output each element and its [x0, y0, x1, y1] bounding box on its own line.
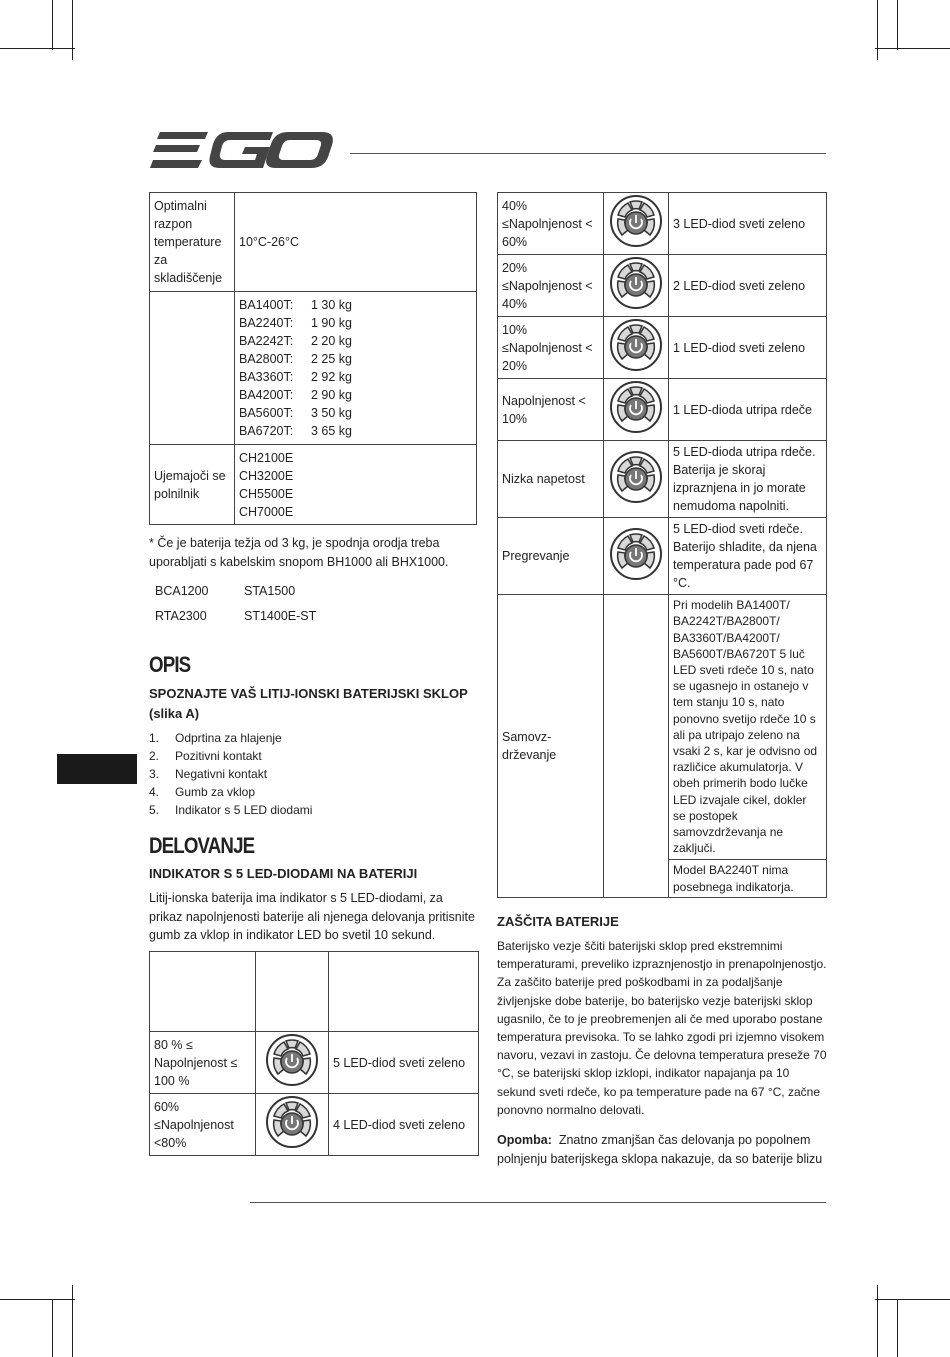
power-button-icon: [604, 193, 669, 255]
maintenance-note: Model BA2240T nima posebnega indikatorja.: [669, 859, 826, 894]
spec-label: [150, 292, 235, 445]
power-button-icon: [256, 1094, 329, 1156]
battery-weight: 3 65 kg: [311, 424, 353, 438]
power-button-icon: [604, 441, 669, 518]
list-item: [149, 801, 312, 819]
power-button-icon: [604, 518, 669, 595]
list-item: [149, 729, 312, 747]
item-text: Negativni kontakt: [175, 767, 268, 781]
item-number: 5.: [149, 803, 160, 817]
crop-mark: [877, 0, 878, 60]
spec-label: Optimalni razpon temperature za skladiščenje: [150, 193, 235, 292]
item-text: Gumb za vklop: [175, 785, 256, 799]
table-row: [150, 952, 479, 1032]
power-button-icon: [604, 255, 669, 317]
parts-list: [149, 729, 312, 819]
chargers-list: [235, 445, 477, 525]
led-description: [669, 595, 827, 898]
table-row: [150, 1032, 479, 1094]
led-table: [149, 951, 479, 1156]
crop-mark: [0, 48, 75, 49]
charge-state: 60% ≤Napolnjenost <80%: [150, 1094, 256, 1156]
led-description: 5 LED-diod sveti zeleno: [329, 1032, 479, 1094]
ego-logo-icon: [150, 130, 335, 172]
crop-mark: [875, 1299, 950, 1300]
charge-state: 10% ≤Napolnjenost < 20%: [498, 317, 604, 379]
item-text: Pozitivni kontakt: [175, 749, 262, 763]
spec-value: 10°C-26°C: [235, 193, 477, 292]
delovanje-text: Litij-ionska baterija ima indikator s 5 LED-diodami, za prikaz napolnjenosti baterije ali njenega delovanja pritisnite gumb za vklop in indikator LED bo svetil 10 sekund.: [149, 891, 475, 942]
led-description: 5 LED-dioda utripa rdeče. Baterija je skoraj izpraznjena in jo morate nemudoma napolniti.: [669, 441, 827, 518]
led-table: [497, 192, 827, 898]
charger-model: CH2100E: [239, 450, 294, 465]
table-row: [498, 441, 827, 518]
led-description: 3 LED-diod sveti zeleno: [669, 193, 827, 255]
accessory-code: BCA1200: [155, 584, 209, 598]
charger-model: CH5500E: [239, 486, 294, 501]
battery-weight: 2 25 kg: [311, 352, 353, 366]
battery-weight: 3 50 kg: [311, 406, 353, 420]
item-text: Indikator s 5 LED diodami: [175, 803, 313, 817]
side-tab: [57, 754, 137, 784]
item-number: 4.: [149, 785, 160, 799]
table-row: [498, 379, 827, 441]
battery-model: BA2242T:: [239, 334, 294, 348]
crop-mark: [877, 1285, 878, 1357]
table-row: [150, 445, 477, 525]
battery-model: BA3360T:: [239, 370, 294, 384]
footer-rule: [250, 1202, 826, 1203]
table-row: [498, 317, 827, 379]
battery-model: BA4200T:: [239, 388, 294, 402]
spec-table: [149, 192, 477, 525]
charge-state: Napolnjenost < 10%: [498, 379, 604, 441]
weights-list: [235, 292, 477, 445]
subsection-title: SPOZNAJTE VAŠ LITIJ-IONSKI BATERIJSKI SKLOP (slika A): [149, 686, 468, 721]
charge-state: 80 % ≤ Napolnjenost ≤ 100 %: [150, 1032, 256, 1094]
accessory-code: STA1500: [244, 584, 296, 598]
battery-weight: 2 90 kg: [311, 388, 353, 402]
crop-mark: [72, 1285, 73, 1357]
item-number: 2.: [149, 749, 160, 763]
accessory-code: ST1400E-ST: [244, 609, 317, 623]
protection-note: [497, 1131, 827, 1168]
accessory-code: RTA2300: [155, 609, 207, 623]
list-item: [149, 747, 312, 765]
led-description: 2 LED-diod sveti zeleno: [669, 255, 827, 317]
note-label: Opomba:: [497, 1133, 552, 1147]
table-row: [150, 1094, 479, 1156]
crop-mark: [0, 1299, 75, 1300]
empty-cell: [604, 595, 669, 898]
led-description: 5 LED-diod sveti rdeče. Baterijo shladite, da njena temperatura pade pod 67 °C.: [669, 518, 827, 595]
battery-model: BA6720T:: [239, 424, 294, 438]
table-row: [498, 255, 827, 317]
table-row: [498, 193, 827, 255]
led-description: 1 LED-dioda utripa rdeče: [669, 379, 827, 441]
table-row: [150, 193, 477, 292]
item-number: 3.: [149, 767, 160, 781]
battery-model: BA2800T:: [239, 352, 294, 366]
table-row: [498, 595, 827, 898]
item-text: Odprtina za hlajenje: [175, 731, 282, 745]
list-item: [149, 783, 312, 801]
charge-state: Samovz-drževanje: [498, 595, 604, 898]
crop-mark: [897, 1300, 898, 1357]
power-button-icon: [256, 1032, 329, 1094]
charger-model: CH3200E: [239, 468, 294, 483]
power-button-icon: [604, 317, 669, 379]
crop-mark: [52, 0, 53, 50]
battery-weight: 2 92 kg: [311, 370, 353, 384]
maintenance-text: Pri modelih BA1400T/ BA2242T/BA2800T/ BA3360T/BA4200T/ BA5600T/BA6720T 5 luč LED sveti rdeče 10 s, nato se ugasnejo in ostanejo v tem stanju 10 s, nato ponovno svetijo rdeče 10 s ali pa utripajo zeleno na vsaki 2 s, kar je odvisno od različice akumulatorja. V obeh primerih bodo lučke LED izvajale cikel, dokler se postopek samovzdrževanja ne zaključi.: [673, 598, 818, 856]
subsection-title: INDIKATOR S 5 LED-DIODAMI NA BATERIJI: [149, 866, 418, 881]
crop-mark: [72, 0, 73, 60]
charge-state: Pregrevanje: [498, 518, 604, 595]
battery-model: BA1400T:: [239, 298, 294, 312]
ego-logo: [150, 130, 335, 175]
charge-state: 20% ≤Napolnjenost < 40%: [498, 255, 604, 317]
battery-weight: 2 20 kg: [311, 334, 353, 348]
note-text: Znatno zmanjšan čas delovanja po popolnem polnjenju baterijskega sklopa nakazuje, da so baterije blizu: [497, 1133, 823, 1166]
charger-model: CH7000E: [239, 504, 294, 519]
battery-model: BA5600T:: [239, 406, 294, 420]
section-title-delovanje: DELOVANJE: [149, 833, 255, 858]
accessory-row: [155, 584, 295, 598]
charge-state: Nizka napetost: [498, 441, 604, 518]
item-number: 1.: [149, 731, 160, 745]
crop-mark: [52, 1300, 53, 1357]
weight-note: * Če je baterija težja od 3 kg, je spodnja orodja treba uporabljati s kabelskim snopom BH1000 ali BHX1000.: [149, 536, 449, 569]
section-title-opis: OPIS: [149, 652, 191, 677]
table-row: [498, 518, 827, 595]
table-row: [150, 292, 477, 445]
crop-mark: [875, 48, 950, 49]
header-rule: [350, 153, 826, 154]
crop-mark: [897, 0, 898, 50]
subsection-title: ZAŠČITA BATERIJE: [497, 914, 619, 929]
battery-model: BA2240T:: [239, 316, 294, 330]
protection-text: Baterijsko vezje ščiti baterijski sklop pred ekstremnimi temperaturami, preveliko izpraznjenostjo in prenapolnjenostjo. Za zaščito baterije pred poškodbami in za podaljšanje življenjske dobe baterije, bo baterijsko vezje baterijski sklop ugasnilo, če to je preobremenjen ali če med uporabo postane temperatura previsoka. To se lahko zgodi pri izjemno visokem navoru, vezavi in zastoju. Če delovna temperatura preseže 70 °C, se baterijski sklop izklopi, indikator napajanja pa 10 sekund sveti rdeče, ko pa temperature pade na 67 °C, začne ponovno normalno delovati.: [497, 939, 827, 1117]
led-description: 4 LED-diod sveti zeleno: [329, 1094, 479, 1156]
battery-weight: 1 90 kg: [311, 316, 353, 330]
accessory-row: [155, 609, 316, 623]
led-description: 1 LED-diod sveti zeleno: [669, 317, 827, 379]
charge-state: 40% ≤Napolnjenost < 60%: [498, 193, 604, 255]
list-item: [149, 765, 312, 783]
battery-weight: 1 30 kg: [311, 298, 353, 312]
power-button-icon: [604, 379, 669, 441]
spec-label: Ujemajoči se polnilnik: [150, 445, 235, 525]
